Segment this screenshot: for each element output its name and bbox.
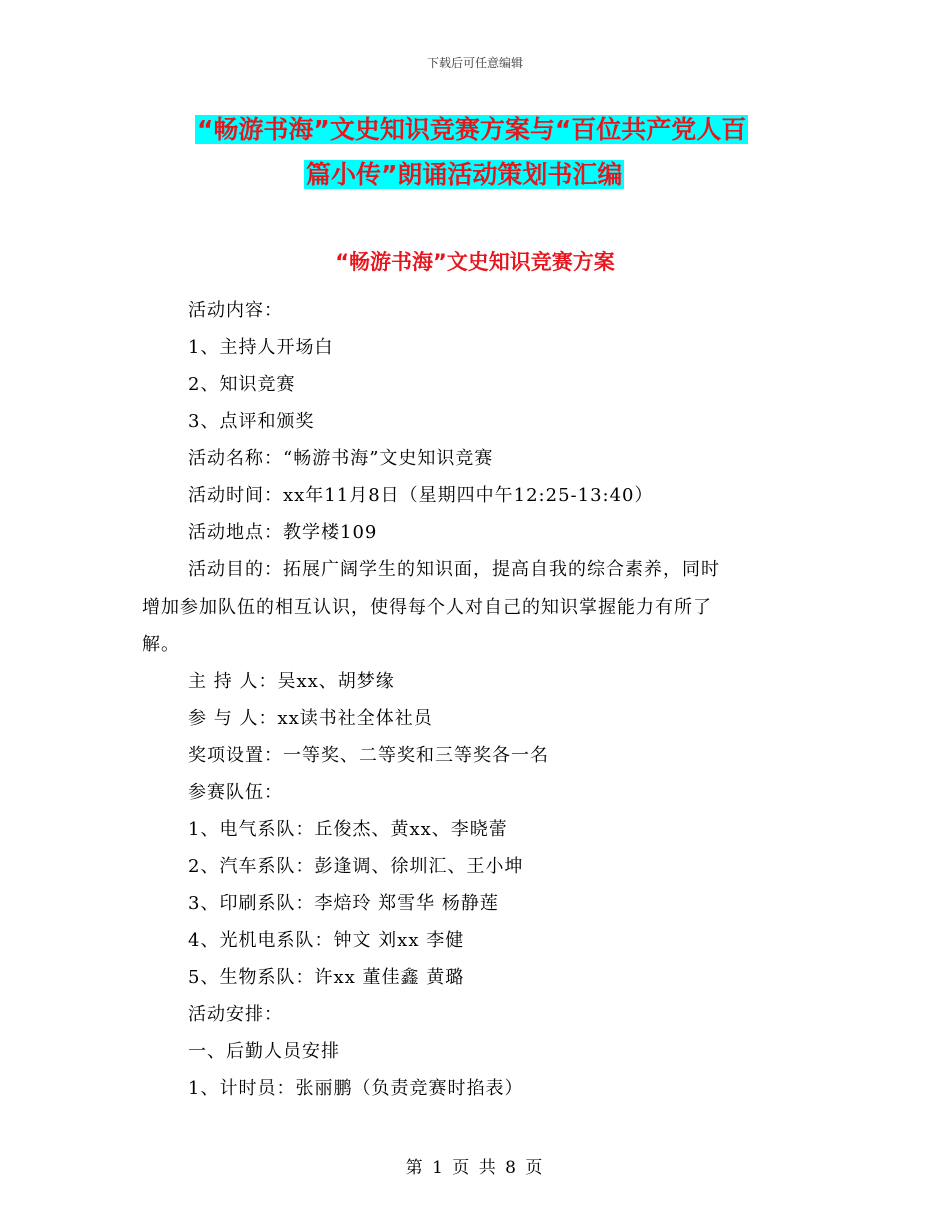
body-line: 1、电气系队：丘俊杰、黄xx、李晓蕾 xyxy=(188,819,508,840)
main-title-line-1 xyxy=(195,111,748,149)
body-line: 3、点评和颁奖 xyxy=(188,411,315,432)
body-line: 活动名称：“畅游书海”文史知识竞赛 xyxy=(188,448,494,469)
body-line: 解。 xyxy=(142,634,180,655)
body-line: 2、知识竞赛 xyxy=(188,374,296,395)
section-title: “畅游书海”文史知识竞赛方案 xyxy=(335,250,615,274)
body-line: 参 与 人：xx读书社全体社员 xyxy=(188,708,433,729)
body-line: 主 持 人：吴xx、胡梦缘 xyxy=(188,671,395,692)
body-line: 2、汽车系队：彭逢调、徐圳汇、王小坤 xyxy=(188,856,524,877)
main-title-line-2 xyxy=(304,156,624,194)
body-line: 3、印刷系队：李焙玲 郑雪华 杨静莲 xyxy=(188,893,499,914)
body-line: 5、生物系队：许xx 董佳鑫 黄璐 xyxy=(188,967,465,988)
body-line: 活动内容： xyxy=(188,300,283,321)
body-line: 活动安排： xyxy=(188,1004,283,1025)
header-note: 下载后可任意编辑 xyxy=(426,56,523,70)
main-title-line-1-text: “畅游书海”文史知识竞赛方案与“百位共产党人百 xyxy=(197,115,747,144)
body-line: 4、光机电系队：钟文 刘xx 李健 xyxy=(188,930,465,951)
body-line: 1、主持人开场白 xyxy=(188,337,334,358)
body-line: 奖项设置：一等奖、二等奖和三等奖各一名 xyxy=(188,745,549,766)
main-title-line-2-text: 篇小传”朗诵活动策划书汇编 xyxy=(306,160,623,189)
body-line: 活动时间：xx年11月8日（星期四中午12:25-13:40） xyxy=(188,485,654,506)
page-footer: 第 1 页 共 8 页 xyxy=(405,1158,545,1178)
body-line: 参赛队伍： xyxy=(188,782,283,803)
body-line: 增加参加队伍的相互认识，使得每个人对自己的知识掌握能力有所了 xyxy=(142,597,712,618)
body-line: 一、后勤人员安排 xyxy=(188,1041,340,1062)
body-line: 1、计时员：张丽鹏（负责竞赛时掐表） xyxy=(188,1078,524,1099)
body-line: 活动地点：教学楼109 xyxy=(188,522,378,543)
body-line: 活动目的：拓展广阔学生的知识面，提高自我的综合素养，同时 xyxy=(188,559,720,580)
